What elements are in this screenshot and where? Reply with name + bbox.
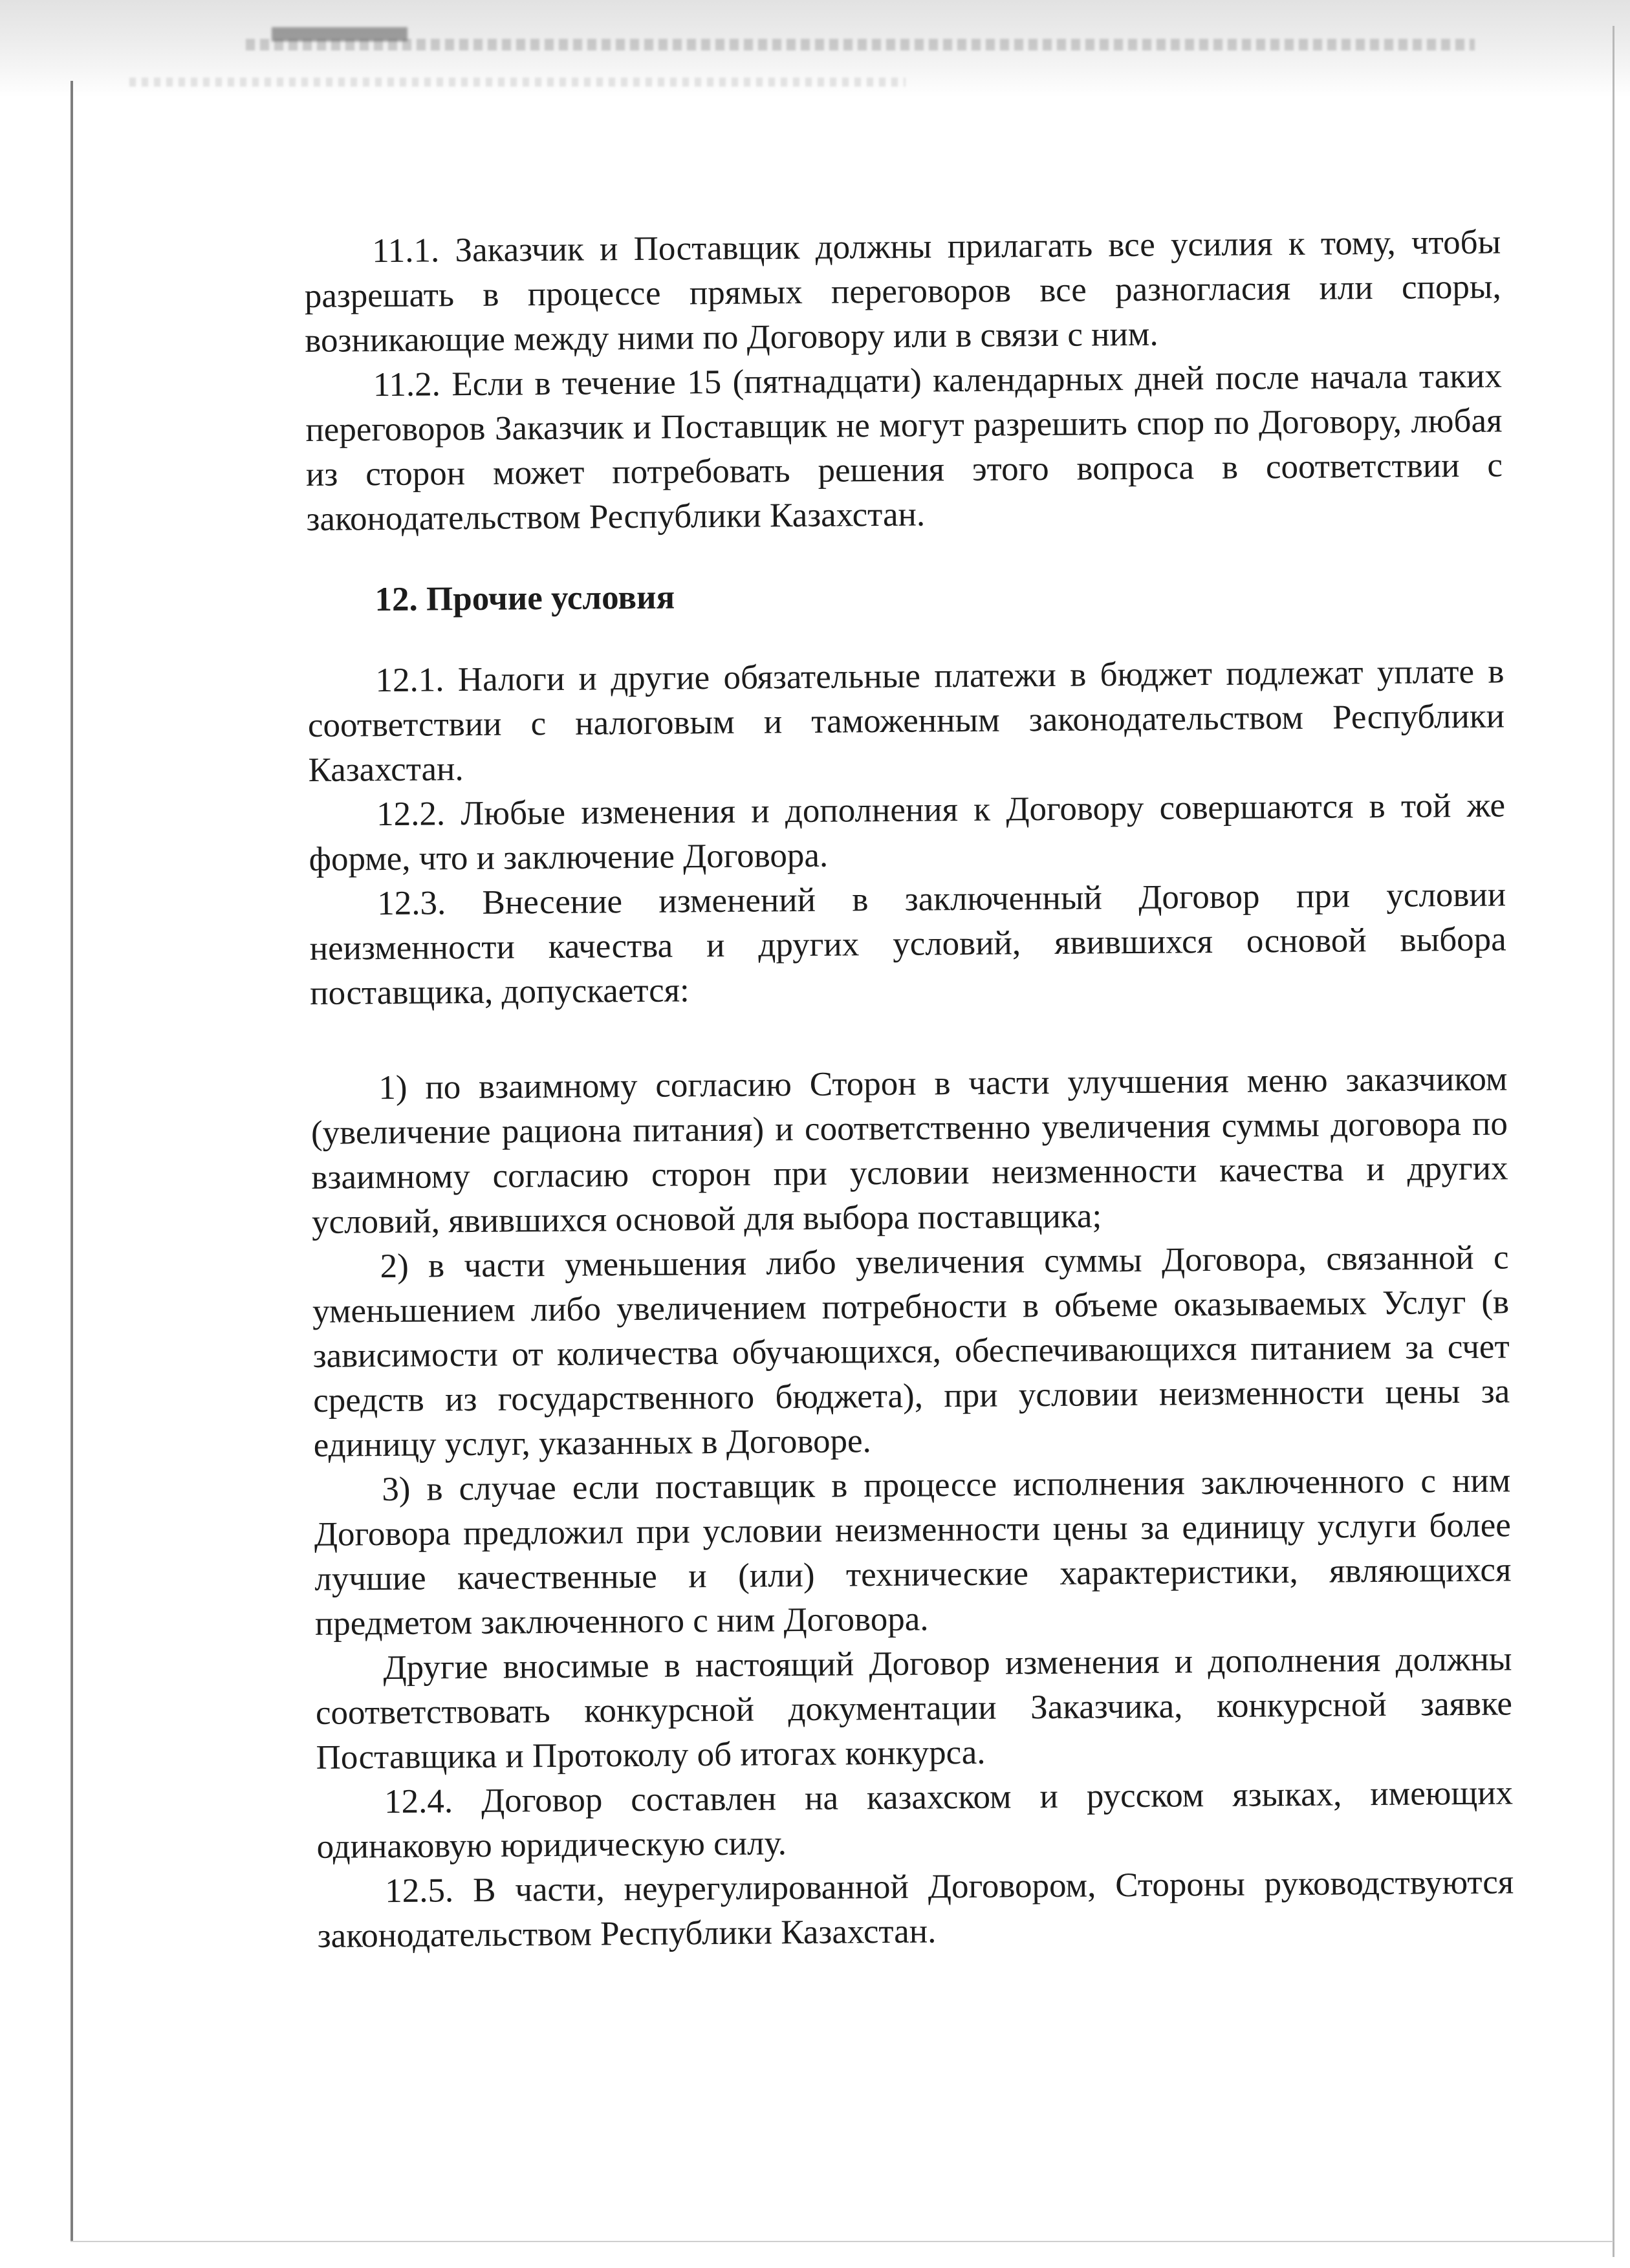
document-body	[304, 220, 1514, 1958]
clause-12-3: 12.3. Внесение изменений в заключенный Договор при условии неизменности качества и других условий, явившихся основой выбора поставщика, допускается:	[309, 876, 1506, 1012]
clause-12-4: 12.4. Договор составлен на казахском и русском языках, имеющих одинаковую юридическую силу.	[316, 1774, 1514, 1866]
clause-11-2: 11.2. Если в течение 15 (пятнадцати) календарных дней после начала таких переговоров Заказчик и Поставщик не могут разрешить спор по Договору, любая из сторон может потребовать решения этого вопроса в соответствии с законодательством Республики Казахстан.	[305, 357, 1503, 538]
clause-12-2: 12.2. Любые изменения и дополнения к Договору совершаются в той же форме, что и заключение Договора.	[309, 786, 1506, 878]
clause-12-3-item-3: 3) в случае если поставщик в процессе исполнения заключенного с ним Договора предложил при условии неизменности цены за единицу услуги более лучшие качественные и (или) технические характеристики, являющихся предметом заключенного с ним Договора.	[314, 1462, 1512, 1643]
scan-right-edge-line	[1613, 26, 1614, 2257]
section-12-heading: 12. Прочие условия	[375, 578, 675, 619]
scan-bleed-through-text	[129, 78, 906, 87]
clause-12-5: 12.5. В части, неурегулированной Договором, Стороны руководствуются законодательством Республики Казахстан.	[317, 1863, 1514, 1955]
clause-12-3-other-changes: Другие вносимые в настоящий Договор изменения и дополнения должны соответствовать конкурсной документации Заказчика, конкурсной заявке Поставщика и Протоколу об итогах конкурса.	[315, 1640, 1513, 1777]
scan-bleed-through-text	[246, 39, 1475, 50]
clause-12-3-item-1: 1) по взаимному согласию Сторон в части улучшения меню заказчиком (увеличение рациона питания) и соответственно увеличения суммы договора по взаимному согласию сторон при условии неизменности качества и других условий, явившихся основой для выбора поставщика;	[310, 1060, 1508, 1241]
scan-artifact-mark	[272, 27, 408, 41]
clause-12-1: 12.1. Налоги и другие обязательные платежи в бюджет подлежат уплате в соответствии с налоговым и таможенным законодательством Республики Казахстан.	[307, 653, 1505, 789]
scan-bottom-edge-line	[71, 2241, 1613, 2242]
clause-12-3-item-2: 2) в части уменьшения либо увеличения суммы Договора, связанной с уменьшением либо увеличением потребности в объеме оказываемых Услуг (в зависимости от количества обучающихся, обеспечивающихся питанием за счет средств из государственного бюджета), при условии неизменности цены за единицу услуг, указанных в Договоре.	[312, 1238, 1510, 1464]
clause-11-1: 11.1. Заказчик и Поставщик должны прилагать все усилия к тому, чтобы разрешать в процессе прямых переговоров все разногласия или споры, возникающие между ними по Договору или в связи с ним.	[304, 223, 1501, 360]
scan-left-edge-line	[71, 81, 73, 2241]
